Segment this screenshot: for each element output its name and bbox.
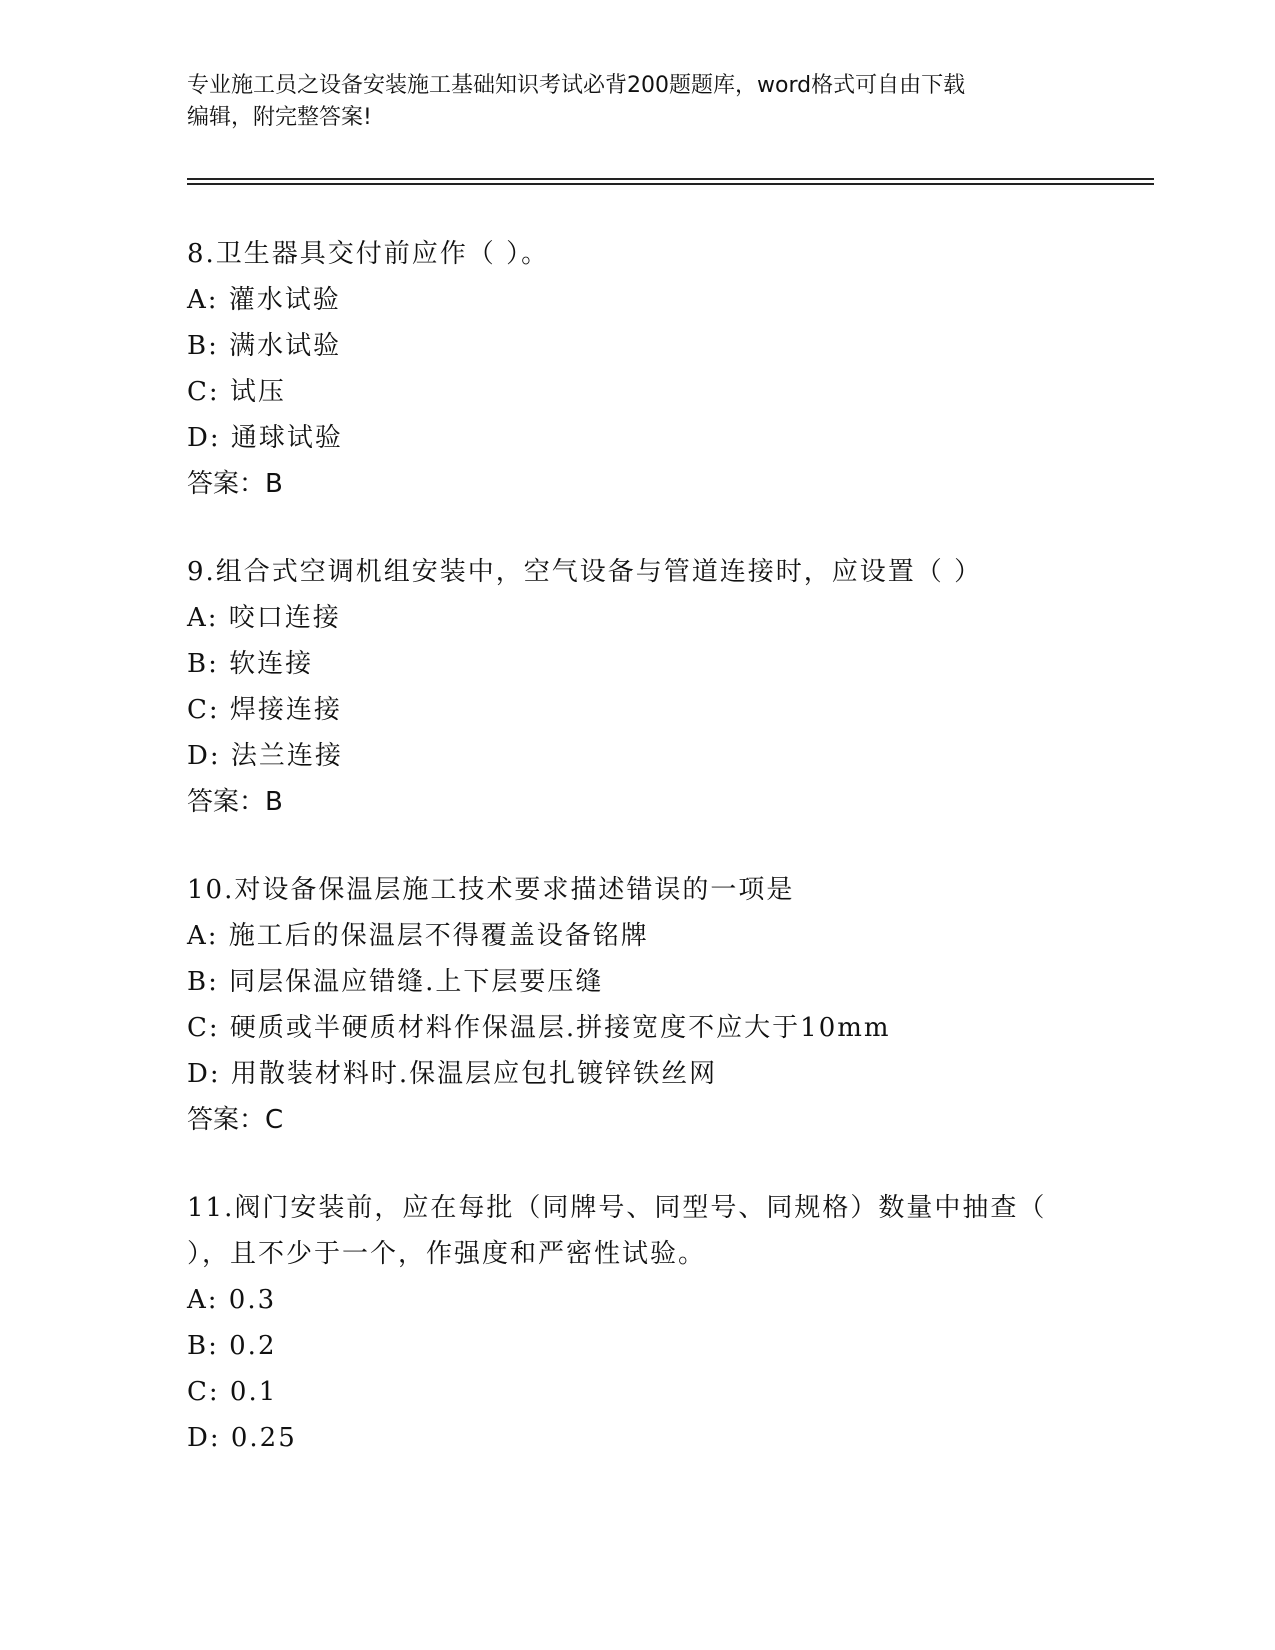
question-list <box>187 231 1087 1503</box>
question-8 <box>187 231 1087 507</box>
header-divider-top <box>187 178 1154 180</box>
answer: 答案：B <box>187 787 283 817</box>
option-a: A: 灌水试验 <box>187 285 341 315</box>
option-d: D: 用散装材料时.保温层应包扎镀锌铁丝网 <box>187 1059 718 1089</box>
option-a: A: 0.3 <box>187 1285 277 1315</box>
option-d: D: 法兰连接 <box>187 741 343 771</box>
question-stem-line-2: ），且不少于一个，作强度和严密性试验。 <box>187 1239 707 1269</box>
option-b: B: 同层保温应错缝.上下层要压缝 <box>187 967 604 997</box>
header-line-2: 编辑，附完整答案! <box>187 105 372 130</box>
question-10 <box>187 867 1087 1143</box>
option-c: C: 试压 <box>187 377 286 407</box>
option-a: A: 咬口连接 <box>187 603 341 633</box>
question-stem: 10.对设备保温层施工技术要求描述错误的一项是 <box>187 875 795 905</box>
document-header <box>187 70 1087 134</box>
question-11 <box>187 1185 1087 1461</box>
question-stem: 8.卫生器具交付前应作（ ）。 <box>187 239 550 269</box>
header-line-1: 专业施工员之设备安装施工基础知识考试必背200题题库，word格式可自由下载 <box>187 73 966 98</box>
question-9 <box>187 549 1087 825</box>
answer: 答案：B <box>187 469 283 499</box>
option-c: C: 焊接连接 <box>187 695 342 725</box>
question-stem: 9.组合式空调机组安装中，空气设备与管道连接时，应设置（ ） <box>187 557 983 587</box>
header-divider-bottom <box>187 183 1154 185</box>
answer: 答案：C <box>187 1105 284 1135</box>
option-c: C: 0.1 <box>187 1377 278 1407</box>
option-b: B: 软连接 <box>187 649 314 679</box>
question-stem-line-1: 11.阀门安装前，应在每批（同牌号、同型号、同规格）数量中抽查（ <box>187 1193 1047 1223</box>
option-b: B: 0.2 <box>187 1331 277 1361</box>
option-d: D: 通球试验 <box>187 423 343 453</box>
option-a: A: 施工后的保温层不得覆盖设备铭牌 <box>187 921 649 951</box>
option-b: B: 满水试验 <box>187 331 342 361</box>
option-c: C: 硬质或半硬质材料作保温层.拼接宽度不应大于10mm <box>187 1013 891 1043</box>
option-d: D: 0.25 <box>187 1423 297 1453</box>
